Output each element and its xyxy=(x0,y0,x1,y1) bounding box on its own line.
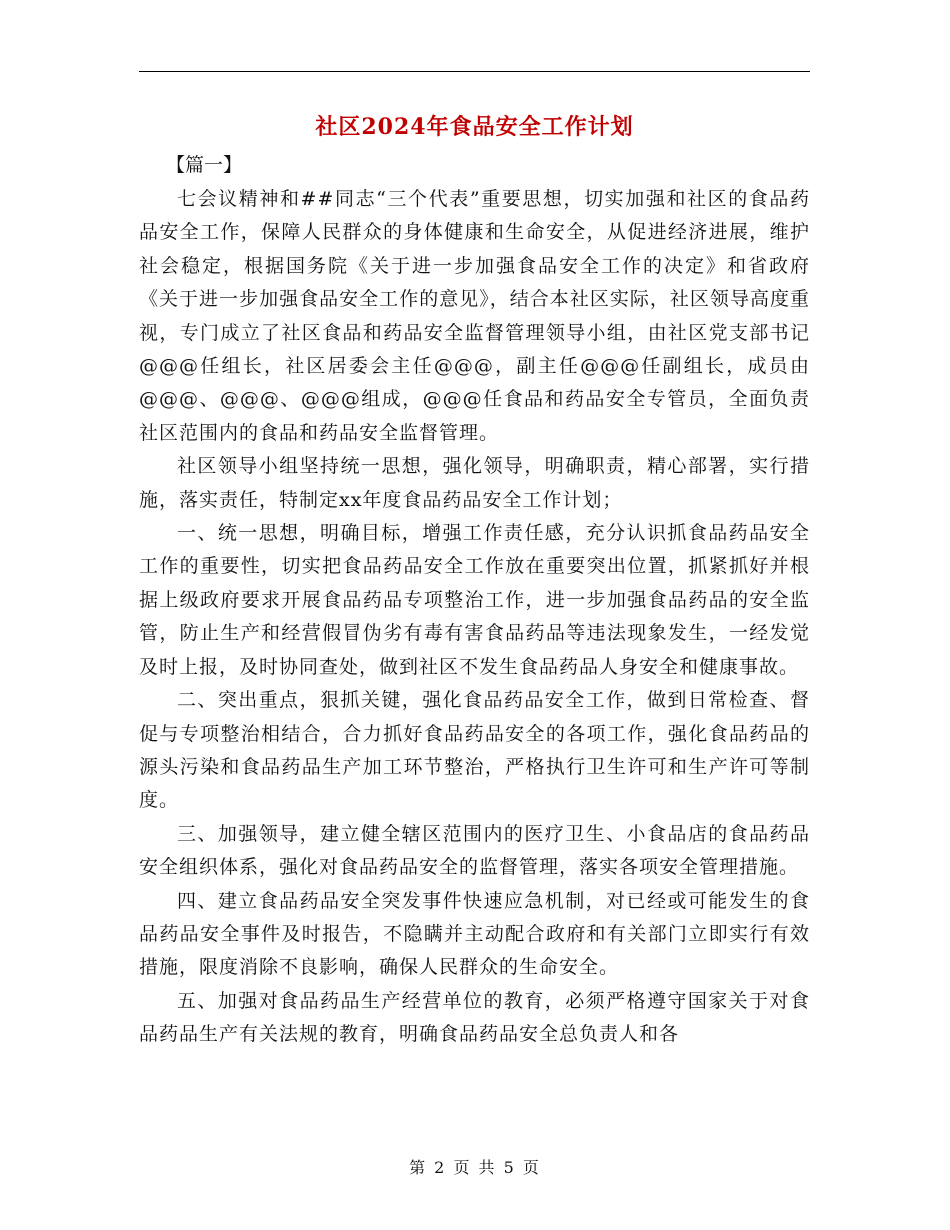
paragraph: 三、加强领导，建立健全辖区范围内的医疗卫生、小食品店的食品药品安全组织体系，强化对食品药品安全的监督管理，落实各项安全管理措施。 xyxy=(139,822,810,879)
paragraph: 社区领导小组坚持统一思想，强化领导，明确职责，精心部署，实行措施，落实责任，特制定xx年度食品药品安全工作计划； xyxy=(139,455,810,511)
section-label: 【篇一】 xyxy=(166,154,243,176)
document-body xyxy=(139,183,810,1052)
paragraph: 五、加强对食品药品生产经营单位的教育，必须严格遵守国家关于对食品药品生产有关法规的教育，明确食品药品安全总负责人和各 xyxy=(139,989,810,1046)
paragraph: 四、建立食品药品安全突发事件快速应急机制，对已经或可能发生的食品药品安全事件及时报告，不隐瞒并主动配合政府和有关部门立即实行有效措施，限度消除不良影响，确保人民群众的生命安全。 xyxy=(139,889,810,979)
page-footer: 第 2 页 共 5 页 xyxy=(409,1158,541,1177)
paragraph: 七会议精神和##同志“三个代表”重要思想，切实加强和社区的食品药品安全工作，保障人民群众的身体健康和生命安全，从促进经济进展，维护社会稳定，根据国务院《关于进一步加强食品安全工作的决定》和省政府《关于进一步加强食品安全工作的意见》，结合本社区实际，社区领导高度重视，专门成立了社区食品和药品安全监督管理领导小组，由社区党支部书记@@@任组长，社区居委会主任@@@，副主任@@@任副组长，成员由@@@、@@@、@@@组成，@@@任食品和药品安全专管员，全面负责社区范围内的食品和药品安全监督管理。 xyxy=(139,188,810,444)
paragraph: 一、统一思想，明确目标，增强工作责任感，充分认识抓食品药品安全工作的重要性，切实把食品药品安全工作放在重要突出位置，抓紧抓好并根据上级政府要求开展食品药品专项整治工作，进一步加强食品药品的安全监管，防止生产和经营假冒伪劣有毒有害食品药品等违法现象发生，一经发觉及时上报，及时协同查处，做到社区不发生食品药品人身安全和健康事故。 xyxy=(139,522,810,678)
header-rule xyxy=(139,71,810,72)
document-title: 社区2024年食品安全工作计划 xyxy=(315,114,634,140)
paragraph: 二、突出重点，狠抓关键，强化食品药品安全工作，做到日常检查、督促与专项整治相结合，合力抓好食品药品安全的各项工作，强化食品药品的源头污染和食品药品生产加工环节整治，严格执行卫生许可和生产许可等制度。 xyxy=(139,689,810,812)
